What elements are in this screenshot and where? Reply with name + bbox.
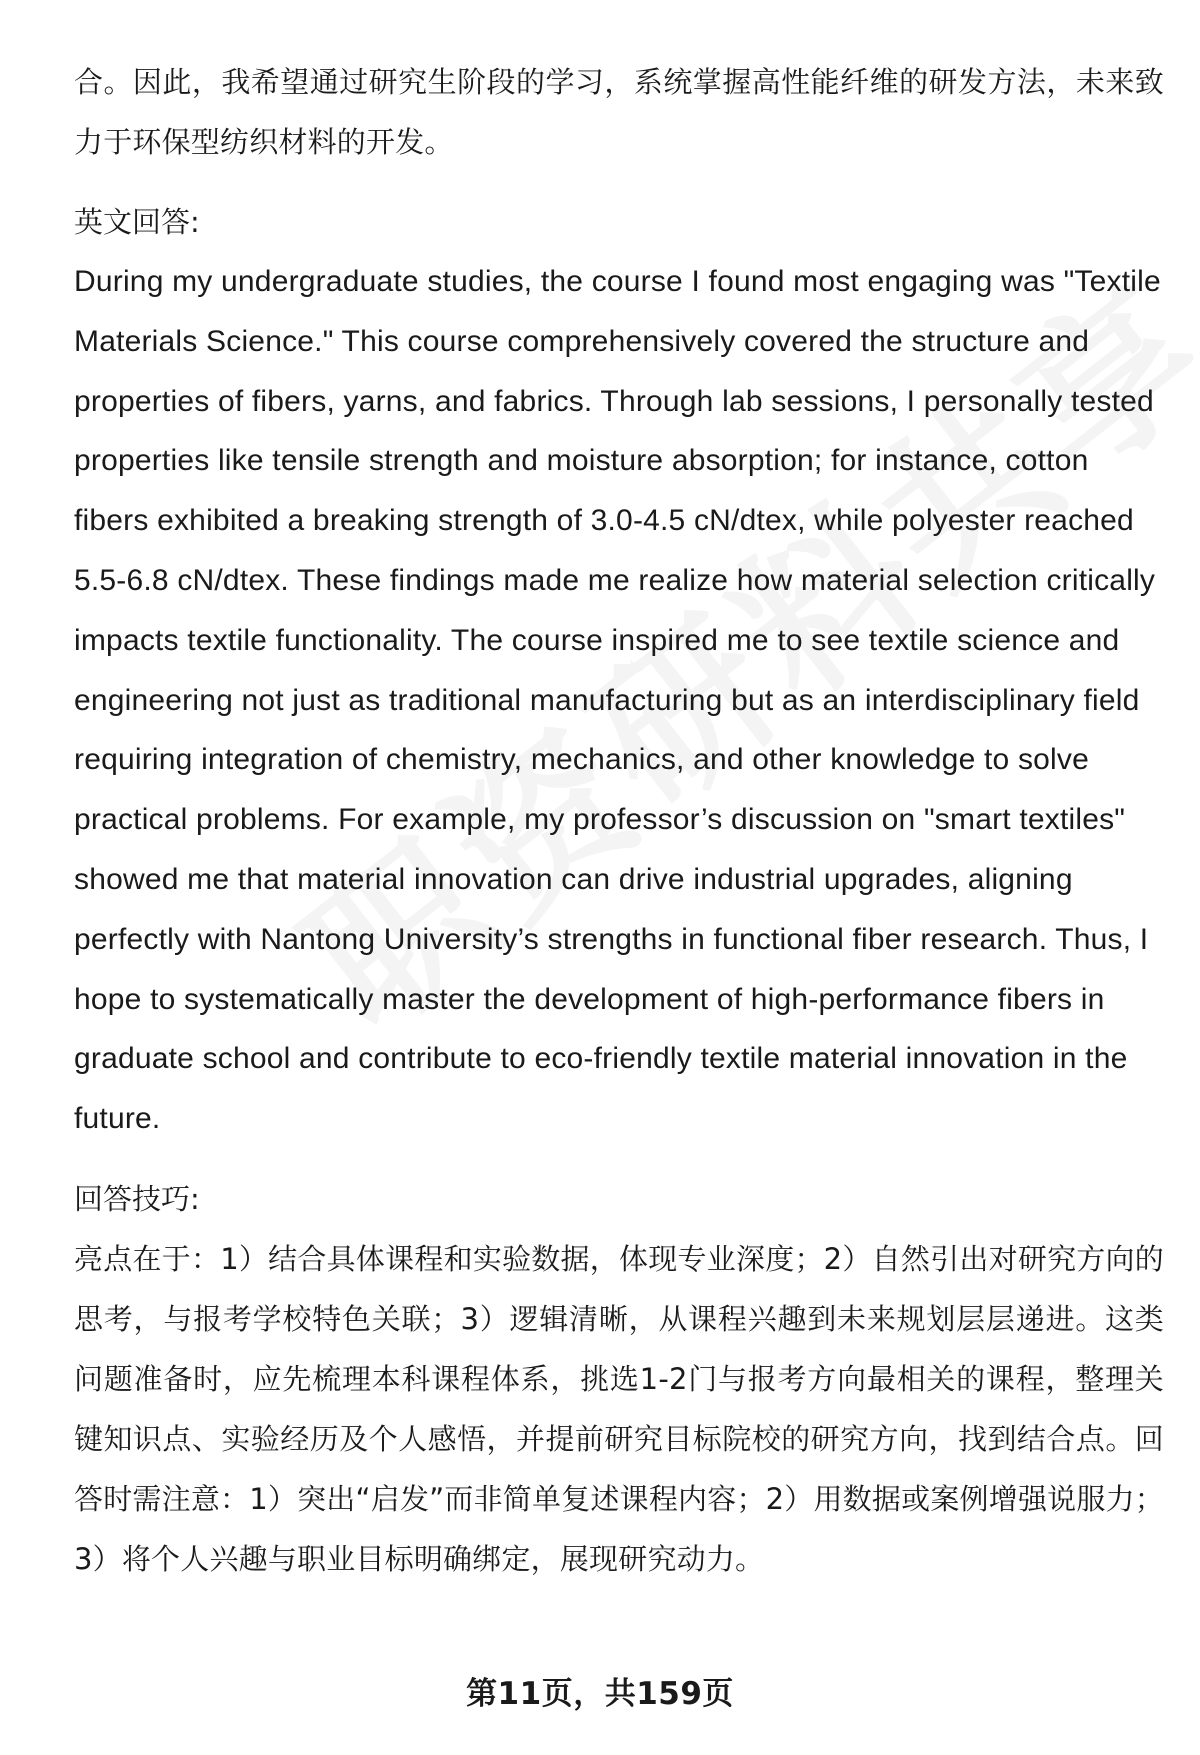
intro-paragraph: 合。因此，我希望通过研究生阶段的学习，系统掌握高性能纤维的研发方法，未来致力于环保型纺织材料的开发。 xyxy=(74,65,1164,159)
section-gap xyxy=(74,1149,1164,1169)
page-number: 第11页，共159页 xyxy=(466,1676,734,1712)
section-gap xyxy=(74,172,1164,192)
tips-heading: 回答技巧: xyxy=(74,1181,200,1216)
english-answer-paragraph: During my undergraduate studies, the course I found most engaging was "Textile Materials Science." This course comprehensively covered the structure and properties of fibers, yarns, and fabrics. Through lab sessions, I personally tested properties like tensile strength and moisture absorption; for instance, cotton fibers exhibited a breaking strength of 3.0-4.5 cN/dtex, while polyester reached 5.5-6.8 cN/dtex. These findings made me realize how material selection critically impacts textile functionality. The course inspired me to see textile science and engineering not just as traditional manufacturing but as an interdisciplinary field requiring integration of chemistry, mechanics, and other knowledge to solve practical problems. For example, my professor’s discussion on "smart textiles" showed me that material innovation can drive industrial upgrades, aligning perfectly with Nantong University’s strengths in functional fiber research. Thus, I hope to systematically master the development of high-performance fibers in graduate school and contribute to eco-friendly textile material innovation in the future. xyxy=(74,265,1161,1136)
english-answer-heading: 英文回答: xyxy=(74,205,200,239)
tips-paragraph: 亮点在于：1）结合具体课程和实验数据，体现专业深度；2）自然引出对研究方向的思考，与报考学校特色关联；3）逻辑清晰，从课程兴趣到未来规划层层递进。这类问题准备时，应先梳理本科课程体系，挑选1-2门与报考方向最相关的课程，整理关键知识点、实验经历及个人感悟，并提前研究目标院校的研究方向，找到结合点。回答时需注意：1）突出“启发”而非简单复述课程内容；2）用数据或案例增强说服力；3）将个人兴趣与职业目标明确绑定，展现研究动力。 xyxy=(74,1241,1164,1576)
page-content xyxy=(74,52,1164,1589)
